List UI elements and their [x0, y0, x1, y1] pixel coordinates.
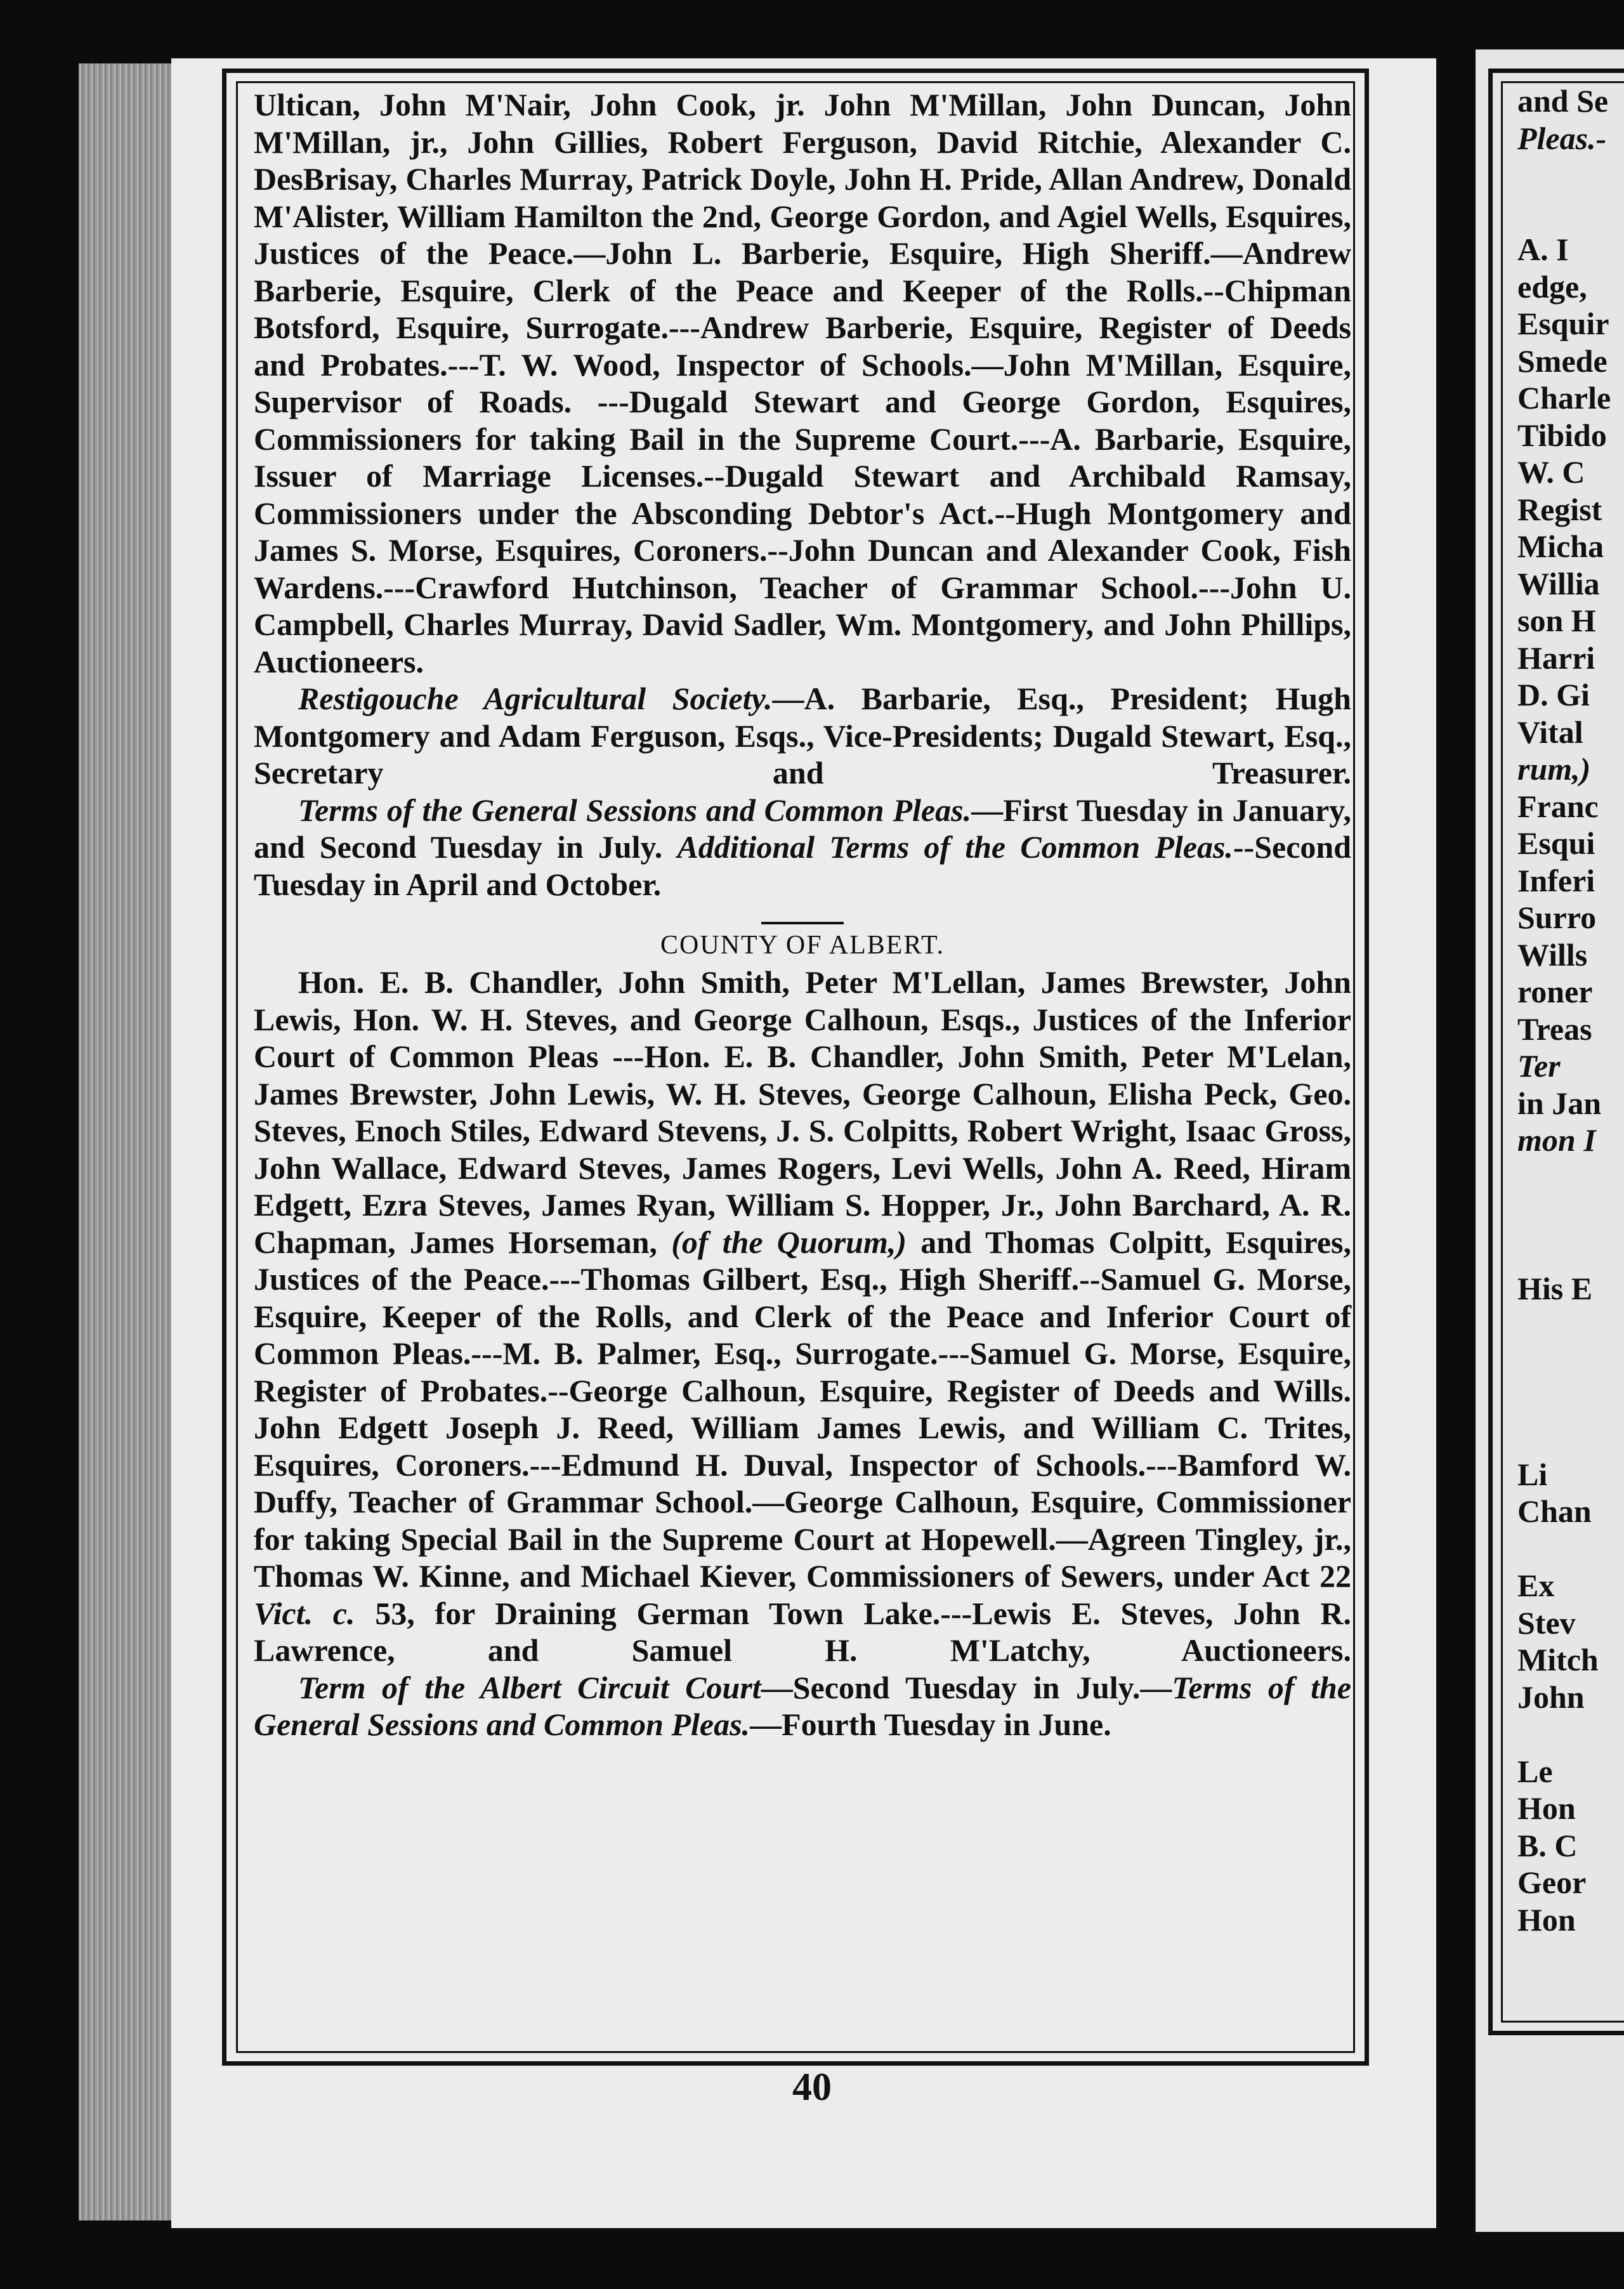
albert-court-terms [254, 1669, 1351, 1743]
restigouche-court-terms [254, 792, 1351, 903]
albert-officers [254, 964, 1351, 1669]
terms-label: Terms of the General Sessions and Common Pleas. [298, 792, 972, 828]
adjacent-line: Le [1517, 1753, 1553, 1789]
adjacent-line: Smede [1517, 343, 1608, 379]
adjacent-line: son H [1517, 603, 1596, 638]
adjacent-line: Wills [1517, 936, 1588, 973]
adjacent-line: in Jan [1517, 1085, 1602, 1121]
adjacent-line: Ter [1517, 1048, 1561, 1084]
adjacent-line [1517, 157, 1624, 194]
adjacent-line: rum,) [1517, 751, 1591, 787]
additional-terms-label: Additional Terms of the Common Pleas. [677, 829, 1233, 865]
circuit-court-text: —Second Tuesday in July.— [761, 1669, 1172, 1705]
adjacent-line [1517, 1196, 1624, 1233]
albert-officers-part-3: 53, for Draining German Town Lake.---Lewis E. Steves, John R. Lawrence, and Samuel H. M'Latchy, Auctioneers. [254, 1595, 1351, 1668]
adjacent-line: Treas [1517, 1011, 1592, 1047]
adjacent-line: Franc [1517, 788, 1599, 824]
adjacent-line: Chan [1517, 1493, 1592, 1529]
sessions-text: —Fourth Tuesday in June. [750, 1707, 1111, 1742]
quorum-note: (of the Quorum,) [671, 1224, 907, 1260]
adjacent-line: Charle [1517, 380, 1611, 416]
adjacent-line: roner [1517, 974, 1593, 1009]
society-name: Restigouche Agricultural Society. [298, 681, 773, 716]
adjacent-line [1517, 1715, 1624, 1753]
adjacent-line: D. Gi [1517, 677, 1590, 712]
adjacent-line: His E [1517, 1271, 1593, 1306]
sessions-label: Terms of the General Sessions and Common Pleas. [254, 1669, 1351, 1742]
adjacent-line: Geor [1517, 1865, 1587, 1900]
adjacent-line: Li [1517, 1456, 1548, 1492]
additional-terms-text: --Second Tuesday in April and October. [254, 829, 1352, 902]
adjacent-line: Hon [1517, 1790, 1576, 1826]
circuit-court-label: Term of the Albert Circuit Court [298, 1669, 761, 1705]
albert-officers-part-2: and Thomas Colpitt, Esquires, Justices of the Peace.---Thomas Gilbert, Esq., High Sheriff.--Samuel G. Morse, Esquire, Keeper of the Rolls, and Clerk of the Peace and Inferior Court of Common Pleas.---M. B. Palmer, Esq., Surrogate.---Samuel G. Morse, Esquire, Register of Probates.--George Calhoun, Esquire, Register of Deeds and Wills. John Edgett Joseph J. Reed, William James Lewis, and William C. Trites, Esquires, Coroners.---Edmund H. Duval, Inspector of Schools.---Bamford W. Duffy, Teacher of Grammar School.—George Calhoun, Esquire, Commissioner for taking Special Bail in the Supreme Court at Hopewell.—Agreen Tingley, jr., Thomas W. Kinne, and Michael Kiever, Commissioners of Sewers, under Act 22 [254, 1224, 1351, 1594]
adjacent-line: Mitch [1517, 1642, 1599, 1677]
albert-officers-part-1: Hon. E. B. Chandler, John Smith, Peter M'Lellan, James Brewster, John Lewis, Hon. W. H. Steves, and George Calhoun, Esqs., Justices of the Inferior Court of Common Pleas ---Hon. E. B. Chandler, John Smith, Peter M'Lelan, James Brewster, John Lewis, W. H. Steves, George Calhoun, Elisha Peck, Geo. Steves, Enoch Stiles, Edward Stevens, J. S. Colpitts, Robert Wright, Isaac Gross, John Wallace, Edward Steves, James Rogers, Levi Wells, John A. Reed, Hiram Edgett, Ezra Steves, James Ryan, William S. Hopper, Jr., John Barchard, A. R. Chapman, James Horseman, [254, 964, 1351, 1260]
adjacent-line: Willia [1517, 565, 1600, 601]
adjacent-line: John [1517, 1679, 1585, 1715]
adjacent-line: mon I [1517, 1122, 1596, 1158]
adjacent-line: Stev [1517, 1604, 1576, 1641]
adjacent-line [1517, 1382, 1624, 1419]
county-heading: COUNTY OF ALBERT. [660, 931, 945, 960]
act-citation: Vict. c. [254, 1595, 355, 1631]
society-officers: —A. Barbarie, Esq., President; Hugh Montgomery and Adam Ferguson, Esqs., Vice-Presidents; Dugald Stewart, Esq., Secretary and Treasurer. [254, 681, 1351, 790]
adjacent-line: Tibido [1517, 417, 1607, 453]
adjacent-line: W. C [1517, 454, 1585, 490]
restigouche-officers: Ultican, John M'Nair, John Cook, jr. John M'Millan, John Duncan, John M'Millan, jr., John Gillies, Robert Ferguson, David Ritchie, Alexander C. DesBrisay, Charles Murray, Patrick Doyle, John H. Pride, Allan Andrew, Donald M'Alister, William Hamilton the 2nd, George Gordon, and Agiel Wells, Esquires, Justices of the Peace.—John L. Barberie, Esquire, High Sheriff.—Andrew Barberie, Esquire, Clerk of the Peace and Keeper of the Rolls.--Chipman Botsford, Esquire, Surrogate.---Andrew Barberie, Esquire, Register of Deeds and Probates.---T. W. Wood, Inspector of Schools.—John M'Millan, Esquire, Supervisor of Roads. ---Dugald Stewart and George Gordon, Esquires, Commissioners for taking Bail in the Supreme Court.---A. Barbarie, Esquire, Issuer of Marriage Licenses.--Dugald Stewart and Archibald Ramsay, Commissioners under the Absconding Debtor's Act.--Hugh Montgomery and James S. Morse, Esquires, Coroners.--John Duncan and Alexander Cook, Fish Wardens.---Crawford Hutchinson, Teacher of Grammar School.---John U. Campbell, Charles Murray, David Sadler, Wm. Montgomery, and John Phillips, Auctioneers. [254, 87, 1351, 679]
adjacent-line: edge, [1517, 268, 1587, 305]
adjacent-line: A. I [1517, 232, 1569, 267]
adjacent-line: Vital [1517, 714, 1583, 750]
adjacent-line [1517, 1159, 1624, 1197]
adjacent-line: Esquir [1517, 306, 1609, 341]
page-number: 40 [792, 2066, 832, 2109]
adjacent-line [1517, 194, 1624, 232]
terms-text: —First Tuesday in January, and Second Tuesday in July. [254, 792, 1351, 865]
adjacent-line [1517, 1530, 1624, 1568]
adjacent-line: Ex [1517, 1568, 1555, 1603]
adjacent-line: Surro [1517, 900, 1597, 935]
adjacent-line: Esqui [1517, 825, 1595, 861]
adjacent-line [1517, 1419, 1624, 1456]
adjacent-line [1517, 1308, 1624, 1345]
book-page-edges [79, 63, 180, 2220]
adjacent-line: B. C [1517, 1827, 1578, 1863]
adjacent-page-text [1517, 82, 1624, 1938]
adjacent-line: Micha [1517, 528, 1604, 564]
adjacent-line: Inferi [1517, 862, 1595, 898]
section-divider [761, 922, 844, 924]
adjacent-line: and Se [1517, 83, 1609, 119]
adjacent-line: Regist [1517, 491, 1602, 527]
adjacent-line [1517, 1233, 1624, 1271]
directory-content [254, 86, 1351, 1743]
adjacent-line [1517, 1344, 1624, 1382]
adjacent-line: Harri [1517, 639, 1595, 676]
adjacent-line: Hon [1517, 1901, 1576, 1938]
agricultural-society-entry [254, 680, 1351, 792]
adjacent-line: Pleas.- [1517, 120, 1607, 156]
